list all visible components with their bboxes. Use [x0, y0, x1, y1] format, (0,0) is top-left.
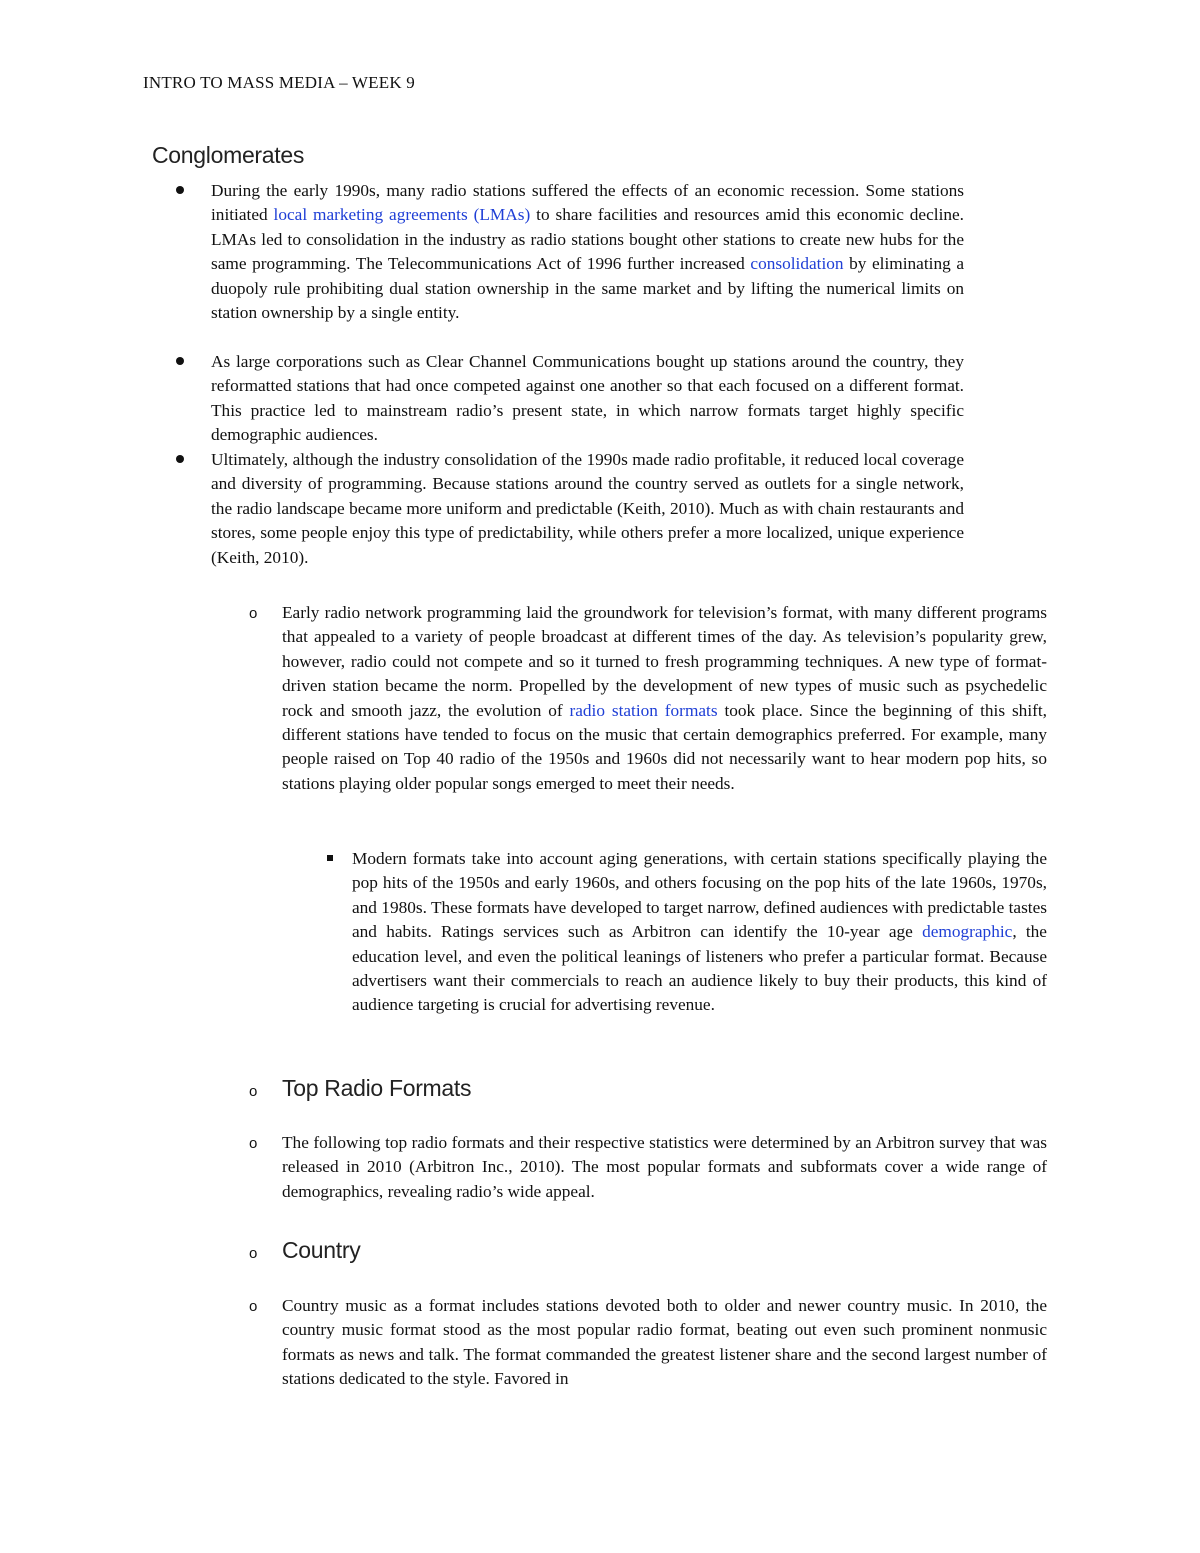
link-consolidation[interactable]: consolidation	[750, 254, 844, 274]
paragraph-country: Country music as a format includes stations devoted both to older and newer country music. In 2010, the country music format stood as the most popular radio format, beating out even such prominent nonmusic formats as news and talk. The format commanded the greatest listener share and the second largest number of stations dedicated to the style. Favored in	[282, 1296, 1047, 1389]
sub-bullet-marker: o	[249, 605, 258, 622]
bullet-item-lmas	[211, 179, 964, 325]
link-local-marketing-agreements[interactable]: local marketing agreements (LMAs)	[273, 205, 531, 225]
bullet-text: by eliminating a duopoly rule prohibiting dual station ownership in the same market and by lifting the numerical limits on station ownership by a single entity.	[211, 254, 964, 323]
heading-country: Country	[282, 1237, 361, 1263]
bullet-marker	[176, 455, 184, 463]
bullet-text: During the early 1990s, many radio stations suffered the effects of an economic recession. Some stations initiated	[211, 181, 964, 225]
square-bullet-marker	[327, 855, 333, 861]
sub-bullet-marker: o	[249, 1298, 258, 1315]
page-header: INTRO TO MASS MEDIA – WEEK 9	[143, 73, 415, 92]
link-demographic[interactable]: demographic	[922, 922, 1013, 942]
sub-item-format-evolution	[282, 601, 1047, 796]
square-item-text: Modern formats take into account aging generations, with certain stations specifically playing the pop hits of the 1950s and early 1960s, and others focusing on the pop hits of the late 1960s, 1970s, and 1980s. These formats have developed to target narrow, defined audiences with predictable tastes and habits. Ratings services such as Arbitron can identify the 10-year age	[352, 849, 1047, 942]
bullet-item-consolidation-effects: Ultimately, although the industry consolidation of the 1990s made radio profitable, it reduced local coverage and diversity of programming. Because stations around the country served as outlets for a single network, the radio landscape became more uniform and predictable (Keith, 2010). Much as with chain restaurants and stores, some people enjoy this type of predictability, while others prefer a more localized, unique experience (Keith, 2010).	[211, 450, 964, 567]
sub-bullet-marker: o	[249, 1083, 258, 1100]
sub-item-text: took place. Since the beginning of this shift, different stations have tended to focus on the music that certain demographics preferred. For example, many people raised on Top 40 radio of the 1950s and 1960s did not necessarily want to hear modern pop hits, so stations playing older popular songs emerged to meet their needs.	[282, 700, 1047, 793]
paragraph-top-radio-formats: The following top radio formats and their respective statistics were determined by an Arbitron survey that was released in 2010 (Arbitron Inc., 2010). The most popular formats and subformats cover a wide range of demographics, revealing radio’s wide appeal.	[282, 1133, 1047, 1201]
bullet-marker	[176, 357, 184, 365]
bullet-marker	[176, 186, 184, 194]
section-heading-conglomerates: Conglomerates	[152, 142, 305, 168]
sub-item-text: Early radio network programming laid the groundwork for television’s format, with many different programs that appealed to a variety of people broadcast at different times of the day. As television’s popularity grew, however, radio could not compete and so it turned to fresh programming techniques. A new type of format-driven station became the norm. Propelled by the development of new types of music such as psychedelic rock and smooth jazz, the evolution of	[282, 603, 1047, 720]
square-item-modern-formats	[352, 847, 1047, 1018]
bullet-text: to share facilities and resources amid this economic decline. LMAs led to consolidation in the industry as radio stations bought other stations to create new hubs for the same programming. The Telecommunications Act of 1996 further increased	[211, 205, 964, 274]
sub-bullet-marker: o	[249, 1245, 258, 1262]
heading-top-radio-formats: Top Radio Formats	[282, 1075, 472, 1101]
sub-bullet-marker: o	[249, 1135, 258, 1152]
link-radio-station-formats[interactable]: radio station formats	[569, 700, 718, 720]
square-item-text: , the education level, and even the political leanings of listeners who prefer a particular format. Because advertisers want their commercials to reach an audience likely to buy their products, this kind of audience targeting is crucial for advertising revenue.	[352, 922, 1047, 1015]
bullet-item-clear-channel: As large corporations such as Clear Channel Communications bought up stations around the country, they reformatted stations that had once competed against one another so that each focused on a different format. This practice led to mainstream radio’s present state, in which narrow formats target highly specific demographic audiences.	[211, 352, 964, 445]
